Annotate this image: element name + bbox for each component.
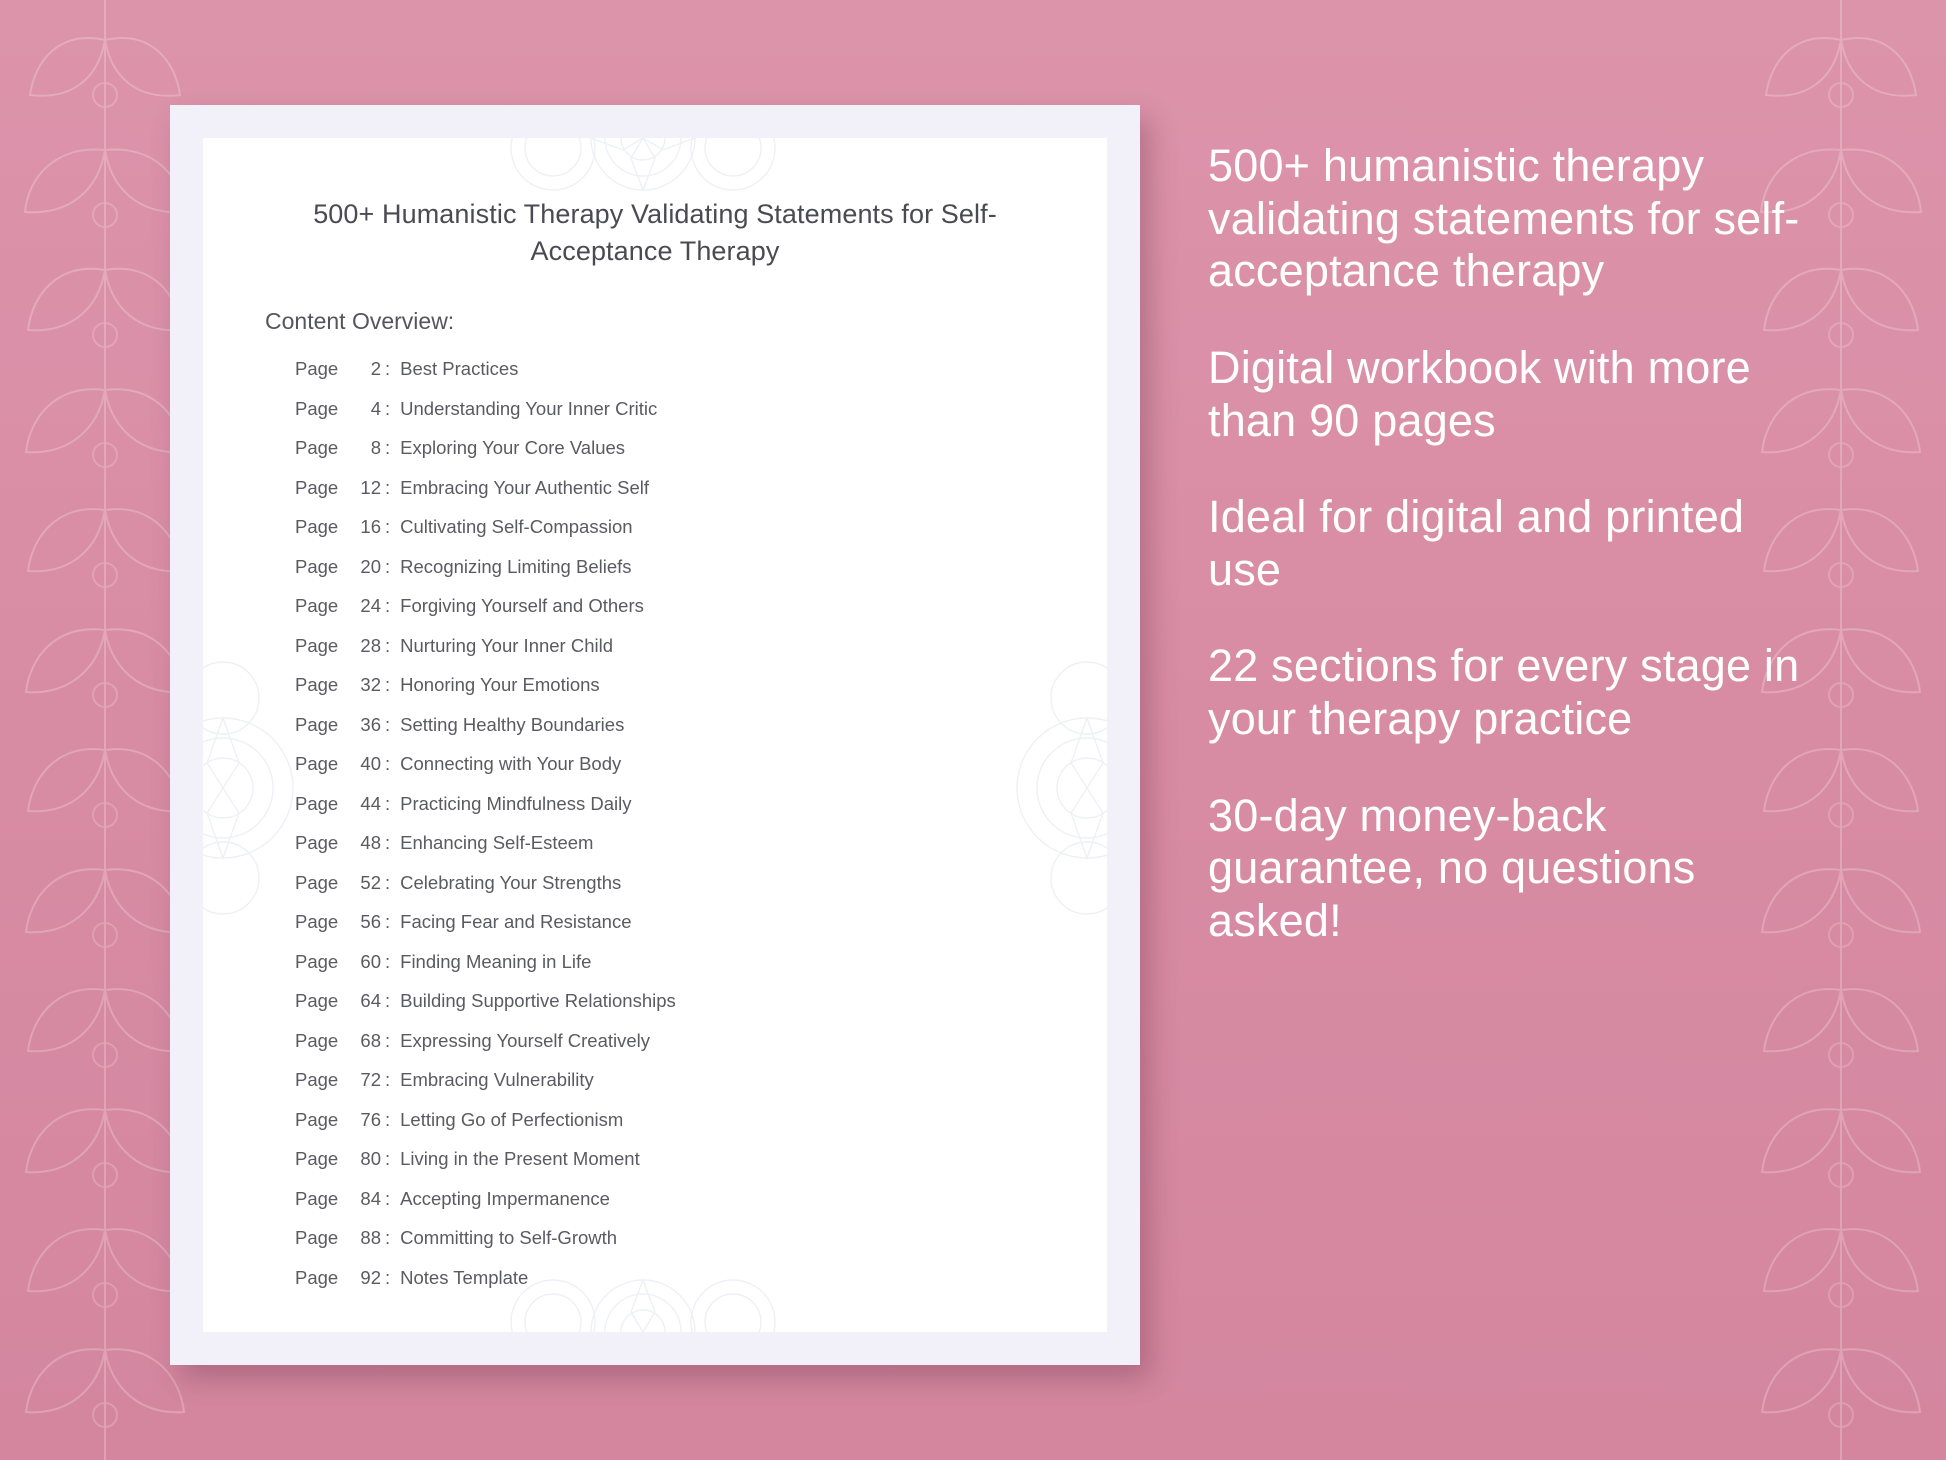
toc-page-word: Page bbox=[295, 871, 339, 893]
table-of-contents-row bbox=[295, 476, 1067, 519]
toc-entry-label: Celebrating Your Strengths bbox=[400, 871, 622, 893]
toc-page-word: Page bbox=[295, 358, 339, 379]
toc-colon: : bbox=[385, 1108, 391, 1130]
toc-page-word: Page bbox=[295, 1187, 339, 1209]
toc-page-word: Page bbox=[295, 832, 339, 853]
toc-page-number: 68 bbox=[360, 1029, 381, 1051]
toc-colon: : bbox=[385, 832, 391, 853]
table-of-contents-row bbox=[295, 713, 1067, 756]
marketing-line-3: Ideal for digital and printed use bbox=[1208, 491, 1745, 595]
toc-colon: : bbox=[385, 911, 391, 932]
table-of-contents-row bbox=[295, 792, 1067, 835]
toc-page-number: 88 bbox=[360, 1227, 381, 1248]
toc-entry-label: Letting Go of Perfectionism bbox=[400, 1108, 624, 1130]
table-of-contents-row bbox=[295, 1150, 1067, 1190]
table-of-contents-row bbox=[295, 676, 1067, 716]
toc-page-number: 2 bbox=[370, 358, 381, 379]
marketing-line-2: Digital workbook with more than 90 pages bbox=[1208, 341, 1751, 446]
toc-entry-label: Expressing Yourself Creatively bbox=[400, 1029, 651, 1051]
toc-entry-label: Connecting with Your Body bbox=[400, 753, 622, 774]
toc-entry-label: Exploring Your Core Values bbox=[400, 437, 626, 458]
toc-page-number: 4 bbox=[370, 397, 381, 419]
marketing-line-5: 30-day money-back guarantee, no questions asked! bbox=[1208, 789, 1696, 947]
toc-page-word: Page bbox=[295, 1029, 339, 1051]
toc-page-number: 76 bbox=[360, 1108, 381, 1130]
toc-entry-label: Best Practices bbox=[400, 358, 519, 379]
marketing-line-1: 500+ humanistic therapy validating statements for self-acceptance therapy bbox=[1208, 140, 1800, 297]
toc-page-word: Page bbox=[295, 516, 339, 537]
table-of-contents-row bbox=[295, 1108, 1067, 1151]
toc-page-word: Page bbox=[295, 1108, 339, 1130]
toc-colon: : bbox=[385, 555, 391, 577]
content-overview-heading: Content Overview: bbox=[265, 308, 455, 334]
toc-page-number: 24 bbox=[360, 595, 381, 616]
toc-page-number: 92 bbox=[360, 1266, 381, 1288]
toc-page-word: Page bbox=[295, 713, 339, 735]
workbook-page-mockup bbox=[170, 105, 1140, 1365]
toc-entry-label: Embracing Vulnerability bbox=[400, 1069, 594, 1090]
toc-entry-label: Enhancing Self-Esteem bbox=[400, 832, 594, 853]
table-of-contents-row bbox=[295, 634, 1067, 677]
toc-colon: : bbox=[385, 674, 391, 695]
toc-page-number: 44 bbox=[360, 792, 381, 814]
table-of-contents-row bbox=[295, 992, 1067, 1032]
toc-colon: : bbox=[385, 476, 391, 498]
toc-colon: : bbox=[385, 1069, 391, 1090]
toc-page-word: Page bbox=[295, 1069, 339, 1090]
toc-entry-label: Accepting Impermanence bbox=[400, 1187, 610, 1209]
toc-colon: : bbox=[385, 1266, 391, 1288]
toc-colon: : bbox=[385, 1148, 391, 1169]
toc-entry-label: Practicing Mindfulness Daily bbox=[400, 792, 632, 814]
table-of-contents-row bbox=[295, 1029, 1067, 1072]
toc-page-word: Page bbox=[295, 792, 339, 814]
toc-page-word: Page bbox=[295, 911, 339, 932]
toc-colon: : bbox=[385, 397, 391, 419]
table-of-contents-row bbox=[295, 1187, 1067, 1230]
toc-colon: : bbox=[385, 792, 391, 814]
toc-page-number: 48 bbox=[360, 832, 381, 853]
toc-page-word: Page bbox=[295, 595, 339, 616]
toc-page-number: 32 bbox=[360, 674, 381, 695]
toc-entry-label: Facing Fear and Resistance bbox=[400, 911, 632, 932]
toc-colon: : bbox=[385, 1227, 391, 1248]
workbook-paper bbox=[203, 138, 1107, 1332]
toc-page-word: Page bbox=[295, 990, 339, 1011]
toc-page-word: Page bbox=[295, 555, 339, 577]
table-of-contents-row bbox=[295, 1229, 1067, 1269]
toc-colon: : bbox=[385, 990, 391, 1011]
toc-colon: : bbox=[385, 871, 391, 893]
toc-colon: : bbox=[385, 437, 391, 458]
toc-entry-label: Embracing Your Authentic Self bbox=[400, 476, 650, 498]
marketing-copy bbox=[1208, 140, 1828, 948]
marketing-line-4: 22 sections for every stage in your therapy practice bbox=[1208, 640, 1800, 745]
toc-entry-label: Setting Healthy Boundaries bbox=[400, 713, 625, 735]
toc-colon: : bbox=[385, 753, 391, 774]
table-of-contents-row bbox=[295, 439, 1067, 479]
toc-colon: : bbox=[385, 1187, 391, 1209]
toc-page-number: 36 bbox=[360, 713, 381, 735]
toc-page-number: 20 bbox=[360, 555, 381, 577]
toc-page-number: 84 bbox=[360, 1187, 381, 1209]
toc-page-word: Page bbox=[295, 437, 339, 458]
table-of-contents-row bbox=[295, 360, 1067, 400]
table-of-contents-row bbox=[295, 834, 1067, 874]
toc-colon: : bbox=[385, 950, 391, 972]
toc-page-word: Page bbox=[295, 1227, 339, 1248]
table-of-contents-row bbox=[295, 597, 1067, 637]
toc-entry-label: Forgiving Yourself and Others bbox=[400, 595, 644, 616]
toc-entry-label: Notes Template bbox=[400, 1266, 529, 1288]
table-of-contents-row bbox=[295, 1071, 1067, 1111]
toc-page-number: 72 bbox=[360, 1069, 381, 1090]
table-of-contents-row bbox=[295, 913, 1067, 953]
table-of-contents-row bbox=[295, 755, 1067, 795]
toc-page-number: 8 bbox=[370, 437, 381, 458]
toc-page-number: 80 bbox=[360, 1148, 381, 1169]
toc-page-number: 12 bbox=[360, 476, 381, 498]
toc-page-number: 16 bbox=[360, 516, 381, 537]
toc-page-number: 40 bbox=[360, 753, 381, 774]
table-of-contents-row bbox=[295, 397, 1067, 440]
toc-colon: : bbox=[385, 1029, 391, 1051]
toc-entry-label: Recognizing Limiting Beliefs bbox=[400, 555, 632, 577]
toc-entry-label: Building Supportive Relationships bbox=[400, 990, 676, 1011]
toc-entry-label: Living in the Present Moment bbox=[400, 1148, 640, 1169]
toc-page-number: 52 bbox=[360, 871, 381, 893]
page-title: 500+ Humanistic Therapy Validating Statements for Self-Acceptance Therapy bbox=[313, 199, 997, 267]
toc-page-word: Page bbox=[295, 1266, 339, 1288]
toc-page-word: Page bbox=[295, 753, 339, 774]
toc-entry-label: Understanding Your Inner Critic bbox=[400, 397, 658, 419]
toc-page-word: Page bbox=[295, 476, 339, 498]
toc-page-word: Page bbox=[295, 1148, 339, 1169]
toc-entry-label: Finding Meaning in Life bbox=[400, 950, 592, 972]
toc-page-word: Page bbox=[295, 397, 339, 419]
table-of-contents bbox=[295, 360, 1067, 1308]
toc-page-number: 56 bbox=[360, 911, 381, 932]
toc-colon: : bbox=[385, 358, 391, 379]
toc-entry-label: Honoring Your Emotions bbox=[400, 674, 600, 695]
toc-colon: : bbox=[385, 516, 391, 537]
table-of-contents-row bbox=[295, 555, 1067, 598]
table-of-contents-row bbox=[295, 1266, 1067, 1309]
toc-entry-label: Committing to Self-Growth bbox=[400, 1227, 618, 1248]
toc-entry-label: Nurturing Your Inner Child bbox=[400, 634, 614, 656]
toc-colon: : bbox=[385, 595, 391, 616]
toc-entry-label: Cultivating Self-Compassion bbox=[400, 516, 633, 537]
toc-page-number: 60 bbox=[360, 950, 381, 972]
table-of-contents-row bbox=[295, 518, 1067, 558]
toc-page-word: Page bbox=[295, 634, 339, 656]
toc-page-word: Page bbox=[295, 950, 339, 972]
table-of-contents-row bbox=[295, 871, 1067, 914]
toc-colon: : bbox=[385, 713, 391, 735]
table-of-contents-row bbox=[295, 950, 1067, 993]
toc-page-number: 28 bbox=[360, 634, 381, 656]
toc-page-number: 64 bbox=[360, 990, 381, 1011]
toc-page-word: Page bbox=[295, 674, 339, 695]
toc-colon: : bbox=[385, 634, 391, 656]
